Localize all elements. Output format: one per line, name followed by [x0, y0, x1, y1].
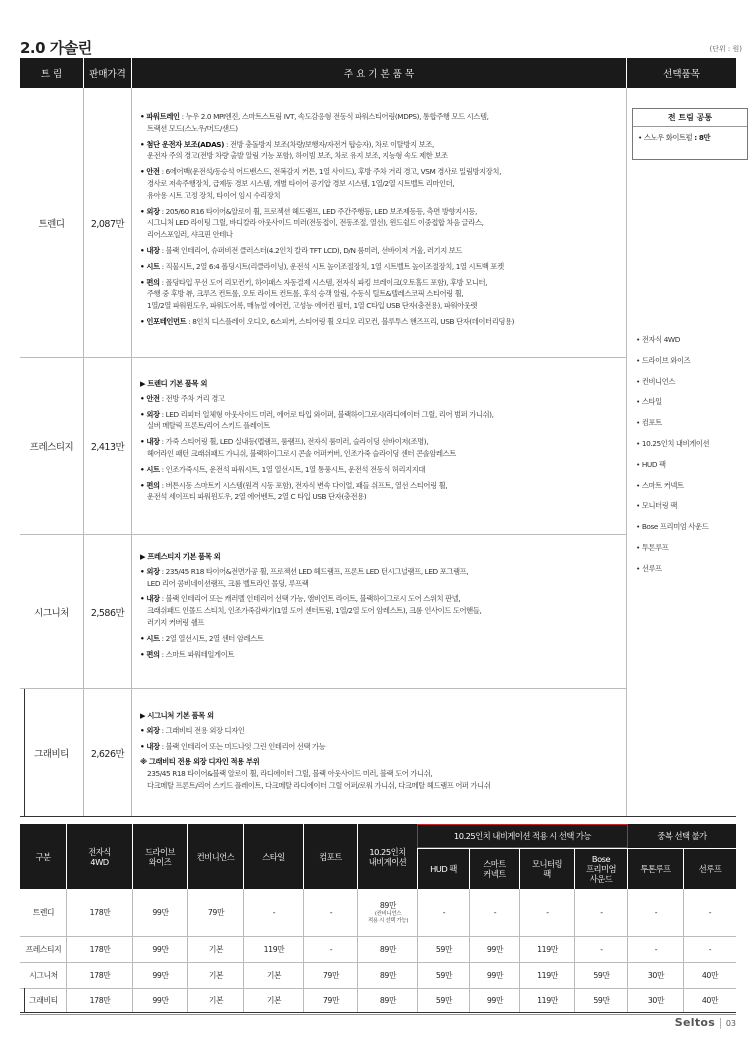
trim-price: 2,087만: [90, 218, 125, 230]
header-features: 주 요 기 본 품 목: [132, 58, 626, 88]
col-divider: [574, 889, 575, 1012]
price-cell: [418, 988, 470, 1012]
price-cell: [628, 936, 684, 962]
option-item: • 전자식 4WD: [636, 335, 680, 344]
price-cell: [188, 936, 244, 962]
header-option: 컴포트: [304, 824, 357, 889]
feature-category: • 파워트레인: [140, 112, 180, 121]
price-value: 40만: [701, 970, 719, 980]
price-cell: [244, 936, 304, 962]
price-cell: [304, 988, 358, 1012]
price-cell: [520, 889, 575, 936]
feature-category: • 편의: [140, 480, 160, 490]
feature-line: 1열/2열 파워윈도우, 파워도어록, 매뉴얼 에어컨, 고성능 에어컨 필터, 1열 C타입 USB 단자(충전용), 파워아웃렛: [147, 301, 478, 311]
price-cell: [418, 936, 470, 962]
feature-line: • 외장 : 205/60 R16 타이어&알로이 휠, 프로젝션 헤드램프, LED 주간주행등, LED 보조제동등, 측면 방향지시등,: [140, 206, 477, 216]
price-value: 178만: [89, 970, 111, 980]
feature-category: • 내장: [140, 741, 160, 751]
price-cell: [520, 936, 575, 962]
header-trim: 트 림: [20, 58, 83, 88]
col-divider: [417, 889, 418, 1012]
col-divider: [519, 889, 520, 1012]
col-divider: [627, 889, 628, 1012]
price-cell: [304, 889, 358, 936]
option-item: • 스마트 커넥트: [636, 480, 684, 490]
header-price: 판매가격: [84, 58, 131, 88]
price-value: 89만: [379, 995, 397, 1005]
feature-category: • 시트: [140, 261, 160, 271]
header-group-nav: 10.25인치 내비게이션 적용 시 선택 가능: [418, 824, 627, 848]
feature-category: • 편의: [140, 277, 160, 287]
option-item: • 스타일: [636, 397, 662, 407]
feature-line: • 외장 : LED 리피터 일체형 아웃사이드 미러, 에어로 타입 와이퍼, 블랙하이그로시(라디에이터 그릴, 리어 범퍼 가니쉬),: [140, 409, 494, 419]
trim-price: 2,413만: [90, 442, 125, 453]
feature-line: 헤어라인 패턴 크래쉬패드 가니쉬, 블랙하이그로시 콘솔 어퍼커버, 인조가죽 슬라이딩 센터 콘솔암레스트: [147, 448, 456, 458]
header-option: 투톤루프: [628, 849, 683, 889]
row-accent: [24, 988, 25, 1012]
feature-list-trendy: [140, 111, 622, 328]
price-cell: [358, 936, 418, 962]
col-divider: [303, 889, 304, 1012]
feature-line: • 시트 : 인조가죽시트, 운전석 파워시트, 1열 열선시트, 1열 통풍시트, 운전석 전동식 허리지지대: [140, 464, 426, 474]
price-cell: [244, 962, 304, 988]
header-options: 선택품목: [627, 58, 736, 88]
price-value: 79만: [322, 995, 340, 1005]
feature-line: • 인포테인먼트 : 8인치 디스플레이 오디오, 6스피커, 스티어링 휠 오디오 리모컨, 블루투스 핸즈프리, USB 단자(데이터리딩용): [140, 316, 515, 326]
col-divider: [187, 889, 188, 1012]
price-value: 기본: [208, 944, 224, 954]
header-option: 전자식 4WD: [67, 824, 132, 889]
col-divider: [683, 889, 684, 1012]
feature-category: • 외장: [140, 206, 160, 216]
price-value: 99만: [486, 944, 504, 954]
price-value: 178만: [89, 944, 111, 954]
price-value: 99만: [486, 995, 504, 1005]
price-value: 30만: [647, 970, 665, 980]
price-cell: [358, 889, 418, 936]
price-value: 119만: [537, 944, 558, 954]
option-item: • 드라이브 와이즈: [636, 355, 691, 365]
divider: [626, 88, 627, 817]
price-value: -: [493, 908, 497, 917]
feature-line: • 편의 : 버튼시동 스마트키 시스템(원격 시동 포함), 전자식 변속 다이얼, 패들 쉬프트, 열선 스티어링 휠,: [140, 480, 448, 490]
price-value: 119만: [537, 970, 558, 980]
feature-line: 235/45 R18 타이어&블랙 알로이 휠, 라디에이터 그릴, 블랙 아웃사이드 미러, 블랙 도어 가니쉬,: [147, 769, 433, 779]
col-divider: [357, 889, 358, 1012]
col-divider: [469, 889, 470, 1012]
feature-line: 주행 중 후방 뷰, 크루즈 컨트롤, 오토 라이트 컨트롤, 후석 승객 알림, 수동식 틸트&텔레스코픽 스티어링 휠,: [147, 289, 464, 299]
feature-line: • 내장 : 가죽 스티어링 휠, LED 실내등(맵램프, 룸램프), 전자식 룸미러, 슬라이딩 선바이저(조명),: [140, 437, 429, 447]
row-label: 프레스티지: [25, 944, 62, 954]
option-item: • HUD 팩: [636, 459, 666, 469]
price-value: 기본: [208, 995, 224, 1005]
feature-category: • 시트: [140, 633, 160, 643]
feature-section-head: ▶ 트렌디 기본 품목 외: [140, 379, 207, 388]
header-group-exclusive: 중복 선택 불가: [628, 824, 736, 848]
common-option-title: 전 트림 공통: [633, 109, 747, 127]
price-value: 59만: [435, 944, 453, 954]
footer-brand: Seltos: [674, 1016, 716, 1029]
price-value: -: [329, 944, 333, 954]
row-divider: [20, 1012, 736, 1013]
feature-line: [140, 756, 622, 768]
highlight-box: [417, 824, 628, 848]
price-value: 119만: [537, 995, 558, 1005]
price-value: 89만: [379, 901, 397, 910]
header-option: 컨비니언스: [188, 824, 243, 889]
price-value: 99만: [152, 944, 169, 954]
option-item: • 컴포트: [636, 418, 662, 428]
price-value: 기본: [208, 970, 224, 980]
price-cell: [575, 936, 628, 962]
price-cell: [684, 962, 736, 988]
header-option: Bose 프리미엄 사운드: [575, 849, 627, 889]
feature-list-prestige: [140, 378, 622, 503]
price-cell: [684, 889, 736, 936]
price-value: -: [272, 908, 276, 917]
feature-category: • 내장: [140, 594, 160, 604]
price-value: -: [329, 908, 333, 917]
common-option-box: [632, 108, 748, 160]
feature-line: 시그니처 LED 라이팅 그릴, 바디칼라 아웃사이드 미러(전동접이, 전동조절, 열선), 윈드쉴드 이중접합 차음 글라스,: [147, 218, 484, 228]
price-cell: [133, 988, 188, 1012]
price-cell: [520, 962, 575, 988]
price-cell: [470, 936, 520, 962]
option-price-table: [20, 824, 736, 1012]
trim-name: 프레스티지: [29, 442, 74, 453]
price-cell: [358, 988, 418, 1012]
option-item: • 컨비니언스: [636, 376, 676, 386]
feature-category: • 외장: [140, 409, 160, 419]
price-cell: [684, 988, 736, 1012]
common-option-label: • 스노우 화이트펄: [638, 133, 693, 142]
common-option-price: : 8만: [694, 133, 711, 142]
price-cell: [67, 988, 133, 1012]
price-value: -: [442, 908, 446, 917]
option-item: • 모니터링 팩: [636, 501, 677, 511]
feature-line: • 시트 : 직물시트, 2열 6:4 폴딩시트(리클라이닝), 운전석 시트 높이조절장치, 1열 시트벨트 높이조절장치, 1열 시트백 포켓: [140, 261, 504, 271]
price-value: -: [654, 908, 658, 917]
price-cell: [418, 962, 470, 988]
feature-list-signature: [140, 551, 622, 660]
footer-rule: [20, 1014, 736, 1015]
footer: Seltos | 03: [674, 1016, 736, 1029]
feature-category: • 외장: [140, 566, 160, 576]
price-cell: [244, 988, 304, 1012]
price-value: 30만: [647, 995, 665, 1005]
feature-category: • 첨단 운전자 보조(ADAS): [140, 139, 225, 149]
price-value: -: [600, 908, 603, 917]
feature-category: • 내장: [140, 437, 160, 447]
feature-line: • 편의 : 폴딩타입 무선 도어 리모컨키, 하이패스 자동결제 시스템, 전자식 파킹 브레이크(오토홀드 포함), 후방 모니터,: [140, 277, 488, 287]
price-value: -: [708, 944, 712, 954]
price-value: 178만: [89, 908, 111, 917]
row-label: 그래비티: [29, 995, 58, 1005]
option-item: • Bose 프리미엄 사운드: [636, 522, 709, 532]
col-divider: [66, 889, 67, 1012]
trim-name: 트렌디: [38, 218, 65, 230]
feature-line: 트랙션 모드(스노우/머드/샌드): [147, 123, 238, 133]
feature-line: • 내장 : 블랙 인테리어 또는 캐러멜 인테리어 선택 가능, 앰비언트 라이트, 블랙하이그로시 도어 스위치 판넬,: [140, 594, 461, 604]
price-value: 59만: [435, 995, 453, 1005]
common-option-item: [633, 127, 747, 143]
feature-category: • 외장: [140, 725, 160, 735]
page-title: 2.0 가솔린: [20, 39, 92, 57]
price-cell: [520, 988, 575, 1012]
price-value: 99만: [152, 970, 169, 980]
feature-line: • 편의 : 스마트 파워테일게이트: [140, 649, 235, 659]
price-cell: [67, 962, 133, 988]
feature-line: 운전석 세이프티 파워윈도우, 2열 에어벤트, 2열 C 타입 USB 단자(충전용): [147, 492, 367, 502]
feature-list-gravity: [140, 710, 622, 792]
price-cell: [470, 988, 520, 1012]
price-cell: [188, 962, 244, 988]
price-value: 89만: [379, 944, 397, 954]
price-cell: [133, 936, 188, 962]
trim-name: 시그니처: [34, 607, 69, 619]
price-value: -: [546, 908, 549, 917]
price-value: 119만: [263, 944, 285, 954]
row-label: 트렌디: [32, 908, 55, 917]
feature-line: LED 리어 콤비네이션램프, 크롬 벨트라인 몰딩, 루프랙: [147, 578, 309, 588]
price-cell: [188, 988, 244, 1012]
feature-section-head: ▶ 프레스티지 기본 품목 외: [140, 552, 221, 561]
header-option: 선루프: [684, 849, 736, 889]
price-value: 기본: [266, 995, 282, 1005]
feature-category: • 시트: [140, 464, 160, 474]
price-cell: [628, 962, 684, 988]
price-cell: [133, 889, 188, 936]
feature-category: ※ 그래비티 전용 외장 디자인 적용 부위: [140, 757, 260, 767]
feature-category: • 안전: [140, 393, 160, 403]
price-cell: [304, 936, 358, 962]
feature-line: 실버 메탈릭 프론트/리어 스키드 플레이트: [147, 421, 270, 431]
divider: [131, 88, 132, 817]
option-item: • 10.25인치 내비게이션: [636, 438, 710, 448]
price-cell: [470, 889, 520, 936]
option-list: [636, 330, 709, 580]
price-value: 178만: [89, 995, 111, 1005]
feature-line: 크래쉬패드 인몰드 스티치, 인조가죽감싸기(1열 도어 센터트림, 1열/2열 도어 암레스트), 크롬 인사이드 도어핸들,: [147, 606, 482, 616]
price-cell: [244, 889, 304, 936]
trim-price: 2,586만: [90, 607, 125, 619]
price-value: 59만: [593, 970, 610, 980]
header-option: 스타일: [244, 824, 303, 889]
feature-line: • 안전 : 전방 주차 거리 경고: [140, 393, 225, 403]
price-value: 89만: [379, 970, 397, 980]
feature-line: 유아용 시트 고정 장치, 타이어 임시 수리장치: [147, 190, 281, 200]
feature-line: • 내장 : 블랙 인테리어 또는 미드나잇 그린 인테리어 선택 가능: [140, 741, 326, 751]
divider: [20, 816, 736, 817]
price-note: (컨비니언스 적용 시 선택 가능): [367, 911, 409, 924]
feature-category: • 내장: [140, 245, 160, 255]
feature-line: • 내장 : 블랙 인테리어, 슈퍼비전 클러스터(4.2인치 칼라 TFT LCD), D/N 룸미러, 선바이저 거울, 러기지 보드: [140, 245, 463, 255]
price-cell: [304, 962, 358, 988]
feature-line: 경사로 저속주행장치, 급제동 경보 시스템, 개별 타이어 공기압 경보 시스템, 1열/2열 시트벨트 리마인더,: [147, 178, 455, 188]
price-value: 79만: [322, 970, 340, 980]
option-item: • 선루프: [636, 563, 662, 573]
row-label: 시그니처: [29, 970, 58, 980]
price-value: 40만: [701, 995, 719, 1005]
price-cell: [418, 889, 470, 936]
feature-category: • 안전: [140, 167, 160, 177]
price-cell: [628, 889, 684, 936]
price-cell: [133, 962, 188, 988]
price-value: 59만: [435, 970, 453, 980]
col-divider: [132, 889, 133, 1012]
feature-section-head: ▶ 시그니처 기본 품목 외: [140, 711, 214, 720]
trim-price: 2,626만: [90, 748, 125, 760]
feature-category: • 인포테인먼트: [140, 316, 187, 326]
page-number: 03: [725, 1019, 736, 1028]
feature-line: 운전자 주의 경고(전방 차량 출발 알림 기능 포함), 하이빔 보조, 차로 유지 보조, 지능형 속도 제한 보조: [147, 151, 448, 161]
price-cell: [575, 889, 628, 936]
header-option: 스마트 커넥트: [470, 849, 519, 889]
feature-line: • 외장 : 235/45 R18 타이어&전면가공 휠, 프로젝션 LED 헤드램프, 프론트 LED 턴시그널램프, LED 포그램프,: [140, 566, 469, 576]
feature-line: 다크메탈 프론트/리어 스키드 플레이트, 다크메탈 라디에이터 그릴 어퍼/로워 가니쉬, 다크메탈 헤드램프 어퍼 가니쉬: [147, 780, 491, 790]
feature-line: • 파워트레인 : 누우 2.0 MPI엔진, 스마트스트림 IVT, 속도감응형 전동식 파워스티어링(MDPS), 통합주행 모드 시스템,: [140, 112, 489, 121]
price-value: 79만: [207, 908, 225, 917]
price-cell: [628, 988, 684, 1012]
feature-line: 러기지 커버링 쉘프: [147, 617, 205, 627]
unit-label: (단위 : 원): [709, 45, 742, 53]
feature-line: • 외장 : 그래비티 전용 외장 디자인: [140, 725, 245, 735]
price-cell: [67, 889, 133, 936]
feature-category: • 편의: [140, 649, 160, 659]
option-item: • 투톤루프: [636, 542, 669, 552]
price-value: -: [654, 944, 658, 954]
feature-line: • 첨단 운전자 보조(ADAS) : 전방 충돌방지 보조(차량/보행자/자전거 탑승자), 차로 이탈방지 보조,: [140, 139, 434, 149]
price-value: -: [600, 944, 603, 954]
header-option: 드라이브 와이즈: [133, 824, 187, 889]
col-divider: [243, 889, 244, 1012]
header-option: HUD 팩: [418, 849, 469, 889]
price-cell: [188, 889, 244, 936]
price-value: 99만: [486, 970, 504, 980]
price-value: 기본: [266, 970, 282, 980]
price-cell: [575, 962, 628, 988]
price-cell: [684, 936, 736, 962]
price-value: 59만: [593, 995, 610, 1005]
price-value: -: [708, 908, 712, 917]
header-category: 구분: [20, 824, 66, 889]
trim-name: 그래비티: [34, 748, 69, 760]
price-cell: [358, 962, 418, 988]
price-cell: [67, 936, 133, 962]
feature-line: • 안전 : 6에어백(운전석/동승석 어드밴스드, 전복감지 커튼, 1열 사이드), 후방 주차 거리 경고, VSM 경사로 밀림방지장치,: [140, 167, 501, 177]
header-option: 모니터링 팩: [520, 849, 574, 889]
feature-line: • 시트 : 2열 열선시트, 2열 센터 암레스트: [140, 633, 264, 643]
feature-line: 리어스포일러, 샤크핀 안테나: [147, 230, 233, 240]
price-cell: [470, 962, 520, 988]
price-value: 99만: [152, 995, 169, 1005]
header-option: 10.25인치 내비게이션: [358, 824, 417, 889]
price-value: 99만: [152, 908, 169, 917]
price-cell: [575, 988, 628, 1012]
